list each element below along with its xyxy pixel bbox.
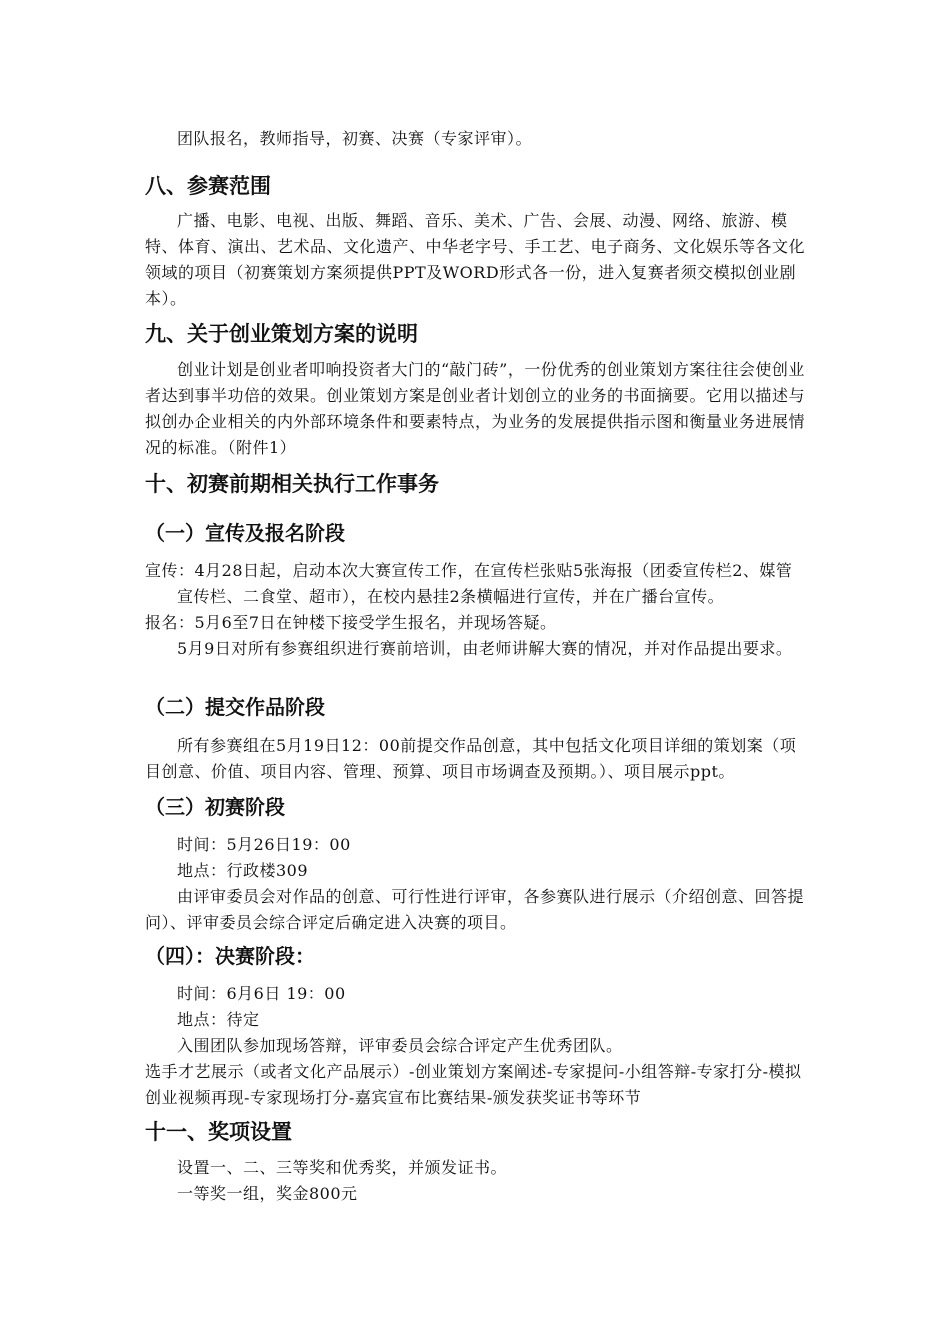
section-8-body: [145, 208, 808, 312]
phase-4-heading: （四）：决赛阶段：: [145, 944, 315, 968]
intro-block: [145, 126, 808, 152]
phase-4-paragraph: 入围团队参加现场答辩，评审委员会综合评定产生优秀团队。: [177, 1036, 623, 1055]
phase-1-heading: （一）宣传及报名阶段: [145, 521, 345, 545]
section-10-heading: 十、初赛前期相关执行工作事务: [145, 472, 439, 496]
section-11-heading: 十一、奖项设置: [145, 1120, 292, 1144]
section-8-paragraph: 广播、电影、电视、出版、舞蹈、音乐、美术、广告、会展、动漫、网络、旅游、模特、体育、演出、艺术品、文化遗产、中华老字号、手工艺、电子商务、文化娱乐等各文化领域的项目（初赛策划方案须提供PPT及WORD形式各一份，进入复赛者须交模拟创业剧本）。: [145, 211, 806, 308]
phase-3-time: 时间：5月26日19：00: [177, 835, 351, 854]
phase-2-heading: （二）提交作品阶段: [145, 695, 325, 719]
section-9-heading: 九、关于创业策划方案的说明: [145, 322, 418, 346]
section-8-heading: 八、参赛范围: [145, 174, 271, 198]
phase-3-body: [145, 832, 808, 936]
phase-3-paragraph: 由评审委员会对作品的创意、可行性进行评审，各参赛队进行展示（介绍创意、回答提问）、评审委员会综合评定后确定进入决赛的项目。: [145, 887, 805, 932]
phase-4-time: 时间：6月6日 19：00: [177, 984, 346, 1003]
phase-2-body: [145, 733, 808, 785]
section-9-body: [145, 357, 808, 461]
section-9-paragraph: 创业计划是创业者叩响投资者大门的“敲门砖”，一份优秀的创业策划方案往往会使创业者达到事半功倍的效果。创业策划方案是创业者计划创立的业务的书面摘要。它用以描述与拟创办企业相关的内外部环境条件和要素特点，为业务的发展提供指示图和衡量业务进展情况的标准。（附件1）: [145, 360, 806, 457]
phase-1-body: [145, 558, 808, 662]
phase-4-place: 地点：待定: [177, 1010, 260, 1029]
phase-3-place: 地点：行政楼309: [177, 861, 309, 880]
publicity-text: 宣传：4月28日起，启动本次大赛宣传工作，在宣传栏张贴5张海报（团委宣传栏2、媒管宣传栏、二食堂、超市），在校内悬挂2条横幅进行宣传，并在广播台宣传。: [145, 561, 793, 606]
phase-2-paragraph: 所有参赛组在5月19日12：00前提交作品创意，其中包括文化项目详细的策划案（项目创意、价值、项目内容、管理、预算、项目市场调查及预期。）、项目展示ppt。: [145, 736, 797, 781]
phase-4-flow: 选手才艺展示（或者文化产品展示）-创业策划方案阐述-专家提问-小组答辩-专家打分-模拟创业视频再现-专家现场打分-嘉宾宣布比赛结果-颁发获奖证书等环节: [145, 1062, 802, 1107]
training-text: 5月9日对所有参赛组织进行赛前培训，由老师讲解大赛的情况，并对作品提出要求。: [177, 639, 793, 658]
awards-line-2: 一等奖一组，奖金800元: [177, 1184, 358, 1203]
intro-text: 团队报名，教师指导，初赛、决赛（专家评审）。: [177, 129, 533, 148]
signup-text: 报名：5月6至7日在钟楼下接受学生报名，并现场答疑。: [145, 613, 557, 632]
phase-3-heading: （三）初赛阶段: [145, 795, 285, 819]
awards-line-1: 设置一、二、三等奖和优秀奖，并颁发证书。: [177, 1158, 508, 1177]
phase-4-body: [145, 981, 808, 1111]
section-11-body: [145, 1155, 808, 1207]
